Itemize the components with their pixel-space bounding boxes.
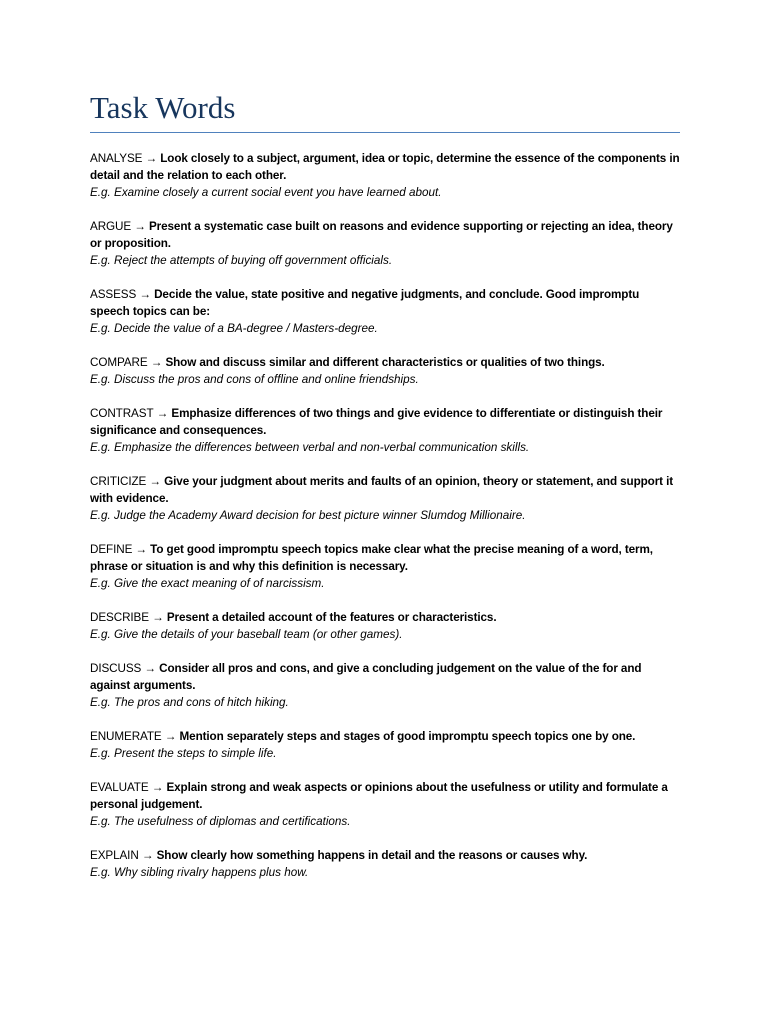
task-word-term: ANALYSE — [90, 152, 143, 165]
task-word-term: CRITICIZE — [90, 475, 147, 488]
title-divider — [90, 132, 680, 133]
task-word-list — [90, 150, 680, 881]
task-word-definition: Emphasize differences of two things and give evidence to differentiate or distinguish their significance and consequences. — [90, 407, 663, 437]
arrow-icon: → — [139, 288, 151, 301]
task-word-definition: Present a systematic case built on reasons and evidence supporting or rejecting an idea, theory or proposition. — [90, 220, 673, 250]
task-word-term: COMPARE — [90, 356, 148, 369]
task-word-entry — [90, 286, 680, 337]
task-word-term: CONTRAST — [90, 407, 154, 420]
arrow-icon: → — [141, 849, 154, 862]
task-word-term: ARGUE — [90, 220, 132, 233]
task-word-definition-line — [90, 728, 680, 745]
task-word-term: ENUMERATE — [90, 730, 162, 743]
task-word-entry — [90, 150, 680, 201]
task-word-entry — [90, 541, 680, 592]
task-word-definition: Give your judgment about merits and faults of an opinion, theory or statement, and support it with evidence. — [90, 475, 674, 505]
arrow-icon: → — [149, 475, 161, 488]
task-word-entry — [90, 609, 680, 643]
task-word-definition: To get good impromptu speech topics make clear what the precise meaning of a word, term, phrase or situation is and why this definition is necessary. — [90, 543, 653, 573]
task-word-example: E.g. Judge the Academy Award decision for best picture winner Slumdog Millionaire. — [90, 509, 526, 522]
arrow-icon: → — [156, 407, 169, 420]
task-word-definition: Mention separately steps and stages of good impromptu speech topics one by one. — [179, 730, 636, 743]
task-word-entry — [90, 779, 680, 830]
task-word-entry — [90, 405, 680, 456]
task-word-term: EXPLAIN — [90, 849, 139, 862]
task-word-example: E.g. Discuss the pros and cons of offline and online friendships. — [90, 373, 419, 386]
task-word-definition: Look closely to a subject, argument, idea or topic, determine the essence of the components in detail and the relation to each other. — [90, 152, 680, 182]
task-word-example: E.g. The usefulness of diplomas and certifications. — [90, 815, 351, 828]
task-word-example: E.g. Give the exact meaning of of narcissism. — [90, 577, 325, 590]
task-word-definition-line — [90, 609, 680, 626]
task-word-definition-line — [90, 847, 680, 864]
task-word-example: E.g. The pros and cons of hitch hiking. — [90, 696, 289, 709]
task-word-definition: Consider all pros and cons, and give a concluding judgement on the value of the for and against arguments. — [90, 662, 642, 692]
task-word-term: DEFINE — [90, 543, 133, 556]
arrow-icon: → — [145, 152, 158, 165]
task-word-entry — [90, 660, 680, 711]
task-word-definition: Show and discuss similar and different characteristics or qualities of two things. — [165, 356, 605, 369]
task-word-term: DISCUSS — [90, 662, 142, 675]
task-word-entry — [90, 218, 680, 269]
task-word-example: E.g. Decide the value of a BA-degree / Masters-degree. — [90, 322, 378, 335]
task-word-definition-line — [90, 473, 680, 507]
task-word-term: DESCRIBE — [90, 611, 149, 624]
task-word-definition-line — [90, 286, 680, 320]
task-word-entry — [90, 847, 680, 881]
task-word-definition-line — [90, 150, 680, 184]
task-word-definition-line — [90, 779, 680, 813]
arrow-icon: → — [144, 662, 157, 675]
task-word-example: E.g. Emphasize the differences between verbal and non-verbal communication skills. — [90, 441, 530, 454]
task-word-entry — [90, 354, 680, 388]
task-word-example: E.g. Why sibling rivalry happens plus how. — [90, 866, 309, 879]
task-word-example: E.g. Present the steps to simple life. — [90, 747, 277, 760]
task-word-definition: Explain strong and weak aspects or opinions about the usefulness or utility and formulate a personal judgement. — [90, 781, 668, 811]
task-word-definition-line — [90, 354, 680, 371]
arrow-icon: → — [134, 220, 146, 233]
arrow-icon: → — [151, 781, 164, 794]
task-word-entry — [90, 473, 680, 524]
task-word-example: E.g. Examine closely a current social event you have learned about. — [90, 186, 442, 199]
task-word-definition-line — [90, 218, 680, 252]
task-word-definition-line — [90, 405, 680, 439]
document-page — [90, 88, 680, 898]
task-word-term: ASSESS — [90, 288, 137, 301]
task-word-definition-line — [90, 660, 680, 694]
task-word-entry — [90, 728, 680, 762]
task-word-definition: Decide the value, state positive and negative judgments, and conclude. Good impromptu speech topics can be: — [90, 288, 640, 318]
arrow-icon: → — [150, 356, 163, 369]
task-word-definition: Show clearly how something happens in detail and the reasons or causes why. — [156, 849, 588, 862]
arrow-icon: → — [164, 730, 177, 743]
task-word-definition-line — [90, 541, 680, 575]
arrow-icon: → — [135, 543, 148, 556]
page-title: Task Words — [90, 90, 236, 125]
arrow-icon: → — [152, 611, 164, 624]
task-word-definition: Present a detailed account of the features or characteristics. — [166, 611, 497, 624]
task-word-example: E.g. Reject the attempts of buying off government officials. — [90, 254, 393, 267]
task-word-term: EVALUATE — [90, 781, 149, 794]
task-word-example: E.g. Give the details of your baseball team (or other games). — [90, 628, 403, 641]
